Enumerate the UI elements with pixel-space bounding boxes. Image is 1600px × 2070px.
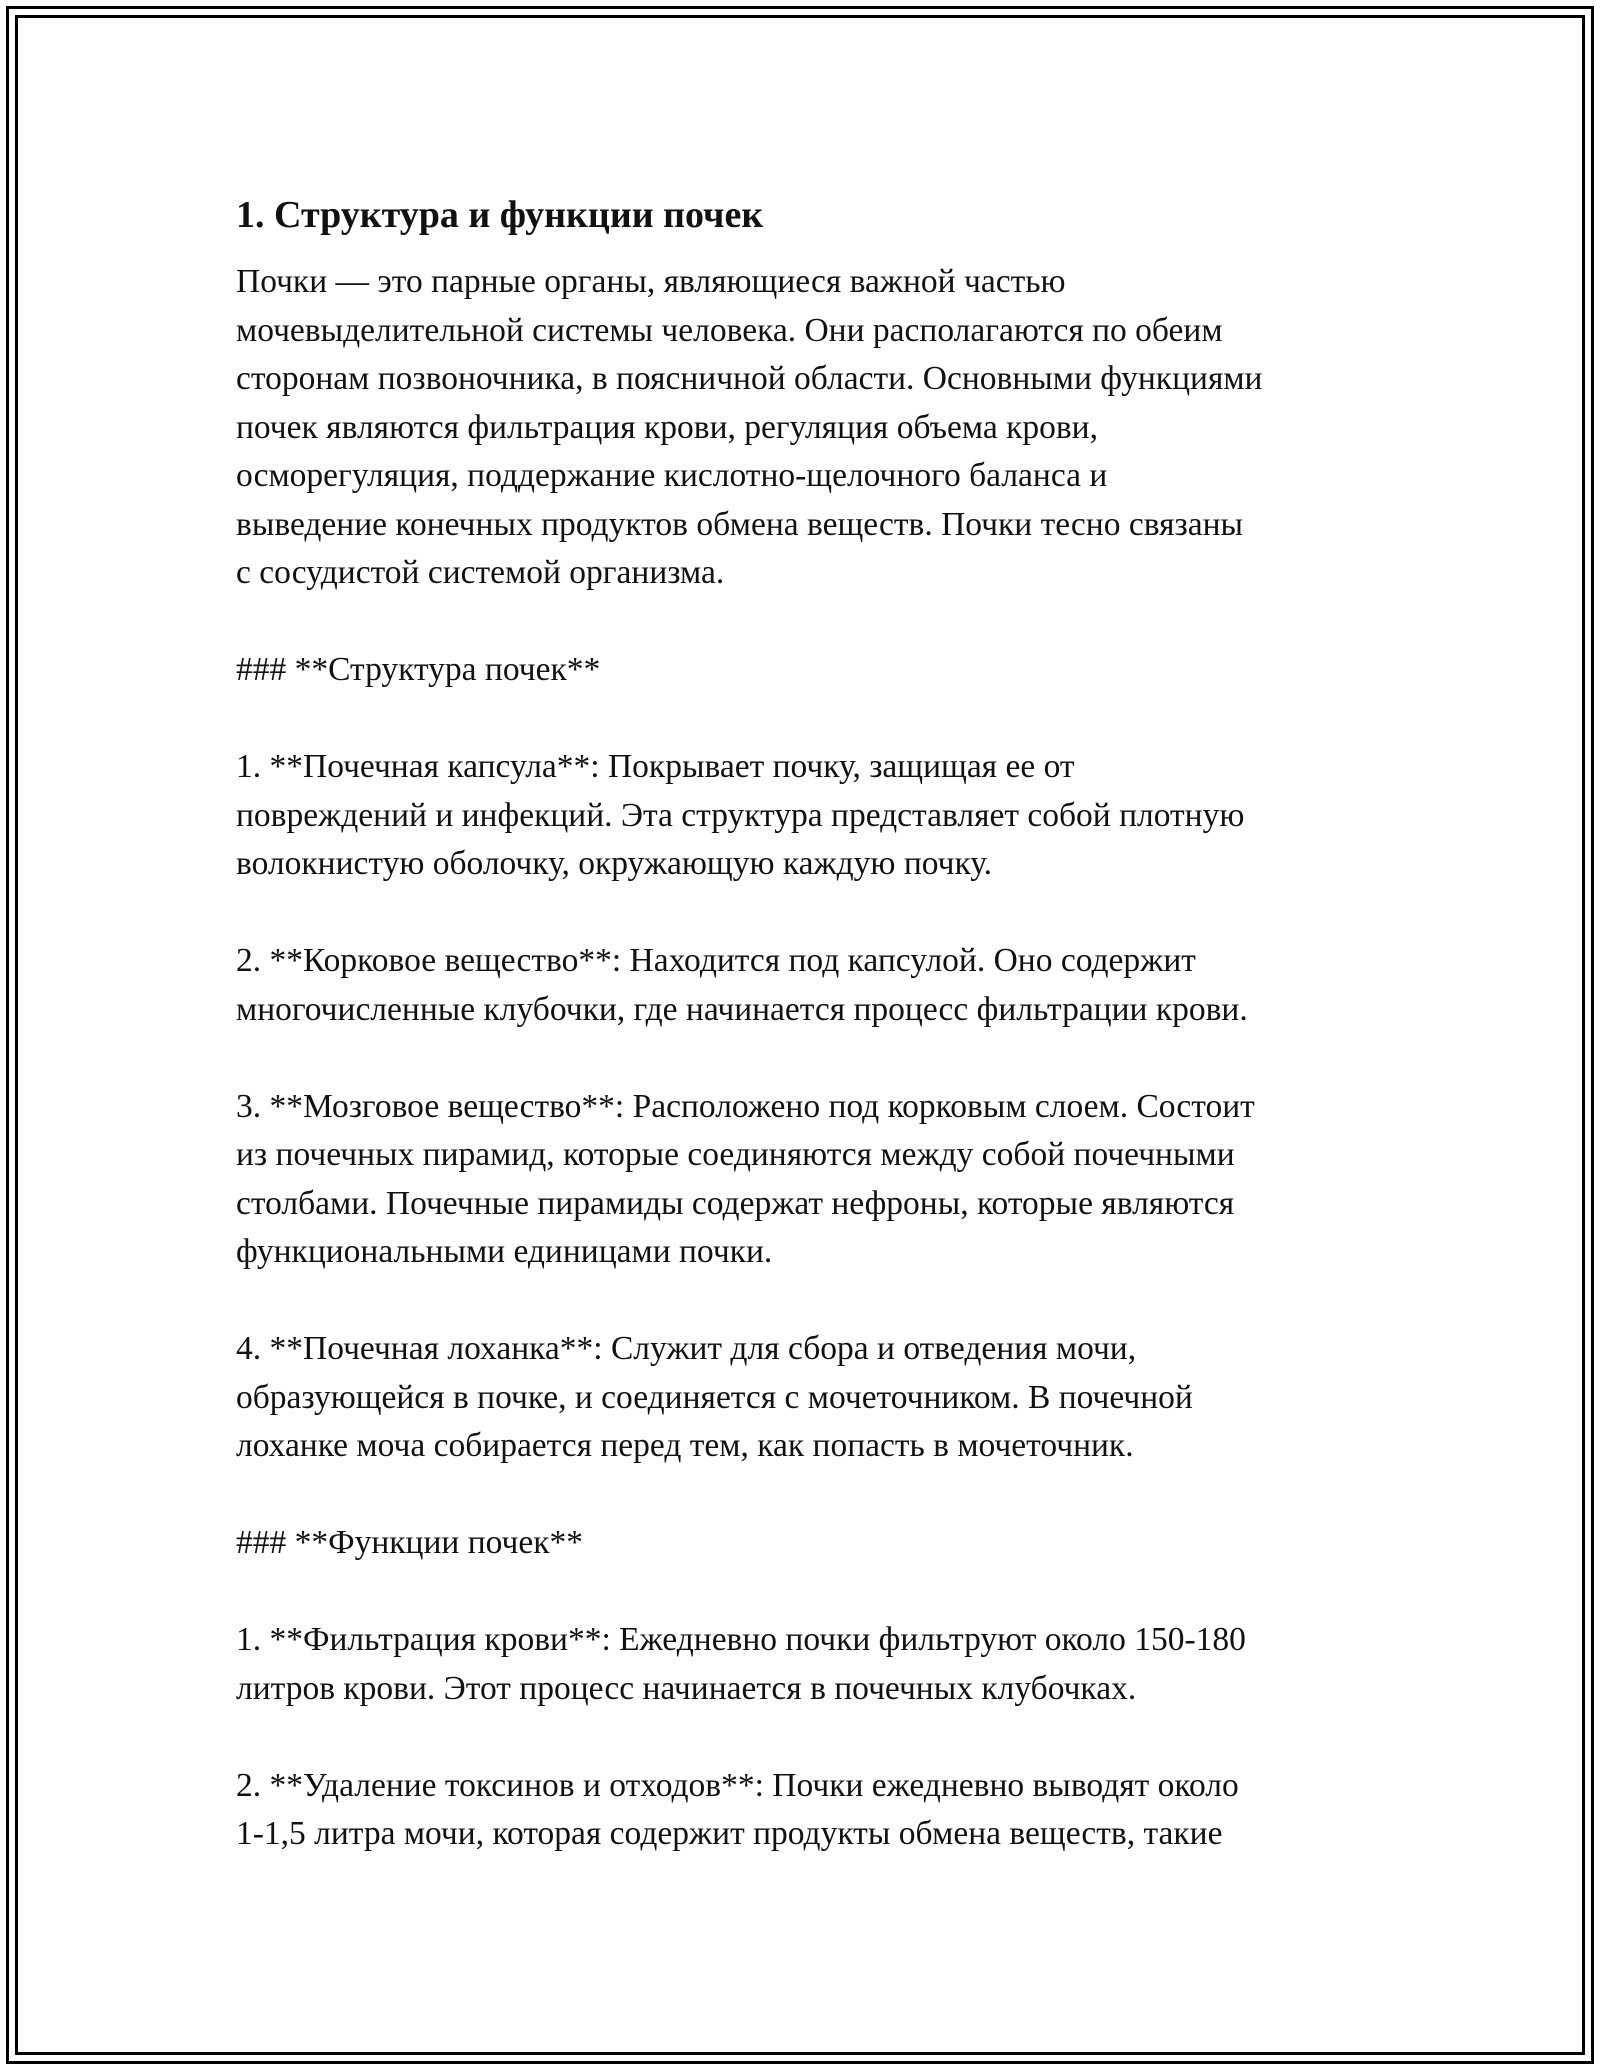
text-line: литров крови. Этот процесс начинается в почечных клубочках. [236, 1669, 1137, 1707]
text-line: 2. **Удаление токсинов и отходов**: Почки ежедневно выводят около [236, 1766, 1239, 1804]
paragraph-gap [236, 598, 1376, 647]
structure-item-1 [236, 743, 1376, 889]
text-line: волокнистую оболочку, окружающую каждую почку. [236, 845, 993, 882]
text-line: 1. **Фильтрация крови**: Ежедневно почки фильтруют около 150-180 [236, 1621, 1246, 1658]
text-line: почек являются фильтрация крови, регуляция объема крови, [236, 408, 1098, 446]
text-line: 1. **Почечная капсула**: Покрывает почку, защищая ее от [236, 748, 1075, 785]
paragraph-gap [236, 1568, 1376, 1617]
text-line: Почки — это парные органы, являющиеся важной частью [236, 263, 1066, 300]
text-line: мочевыделительной системы человека. Они располагаются по обеим [236, 311, 1223, 349]
page-title: 1. Структура и функции почек [236, 194, 764, 236]
text-line: 2. **Корковое вещество**: Находится под капсулой. Оно содержит [236, 942, 1196, 979]
text-line: образующейся в почке, и соединяется с мочеточником. В почечной [236, 1378, 1193, 1416]
text-line: осморегуляция, поддержание кислотно-щелочного баланса и [236, 457, 1108, 494]
text-line: 3. **Мозговое вещество**: Расположено под корковым слоем. Состоит [236, 1087, 1255, 1125]
paragraph-gap [236, 1277, 1376, 1326]
text-line: повреждений и инфекций. Эта структура представляет собой плотную [236, 796, 1245, 834]
text-line: с сосудистой системой организма. [236, 554, 725, 591]
paragraph-gap [236, 1471, 1376, 1520]
text-line: 1-1,5 литра мочи, которая содержит продукты обмена веществ, такие [236, 1815, 1223, 1852]
structure-item-2 [236, 937, 1376, 1034]
text-line: сторонам позвоночника, в поясничной области. Основными функциями [236, 360, 1263, 397]
paragraph-gap [236, 695, 1376, 744]
structure-item-3 [236, 1083, 1376, 1277]
structure-item-4 [236, 1325, 1376, 1471]
text-line: столбами. Почечные пирамиды содержат нефроны, которые являются [236, 1184, 1235, 1222]
functions-heading: ### **Функции почек** [236, 1524, 584, 1561]
text-line: выведение конечных продуктов обмена веществ. Почки тесно связаны [236, 505, 1244, 543]
functions-item-2 [236, 1762, 1376, 1859]
functions-item-1 [236, 1616, 1376, 1713]
paragraph-gap [236, 1034, 1376, 1083]
text-line: лоханке моча собирается перед тем, как попасть в мочеточник. [236, 1427, 1134, 1464]
document-page [236, 186, 1376, 1859]
text-line: многочисленные клубочки, где начинается процесс фильтрации крови. [236, 990, 1248, 1028]
paragraph-gap [236, 1713, 1376, 1762]
paragraph-gap [236, 889, 1376, 938]
text-line: функциональными единицами почки. [236, 1233, 773, 1270]
structure-heading: ### **Структура почек** [236, 651, 601, 688]
text-line: из почечных пирамид, которые соединяются между собой почечными [236, 1136, 1235, 1173]
text-line: 4. **Почечная лоханка**: Служит для сбора и отведения мочи, [236, 1330, 1137, 1367]
intro-paragraph [236, 258, 1376, 598]
